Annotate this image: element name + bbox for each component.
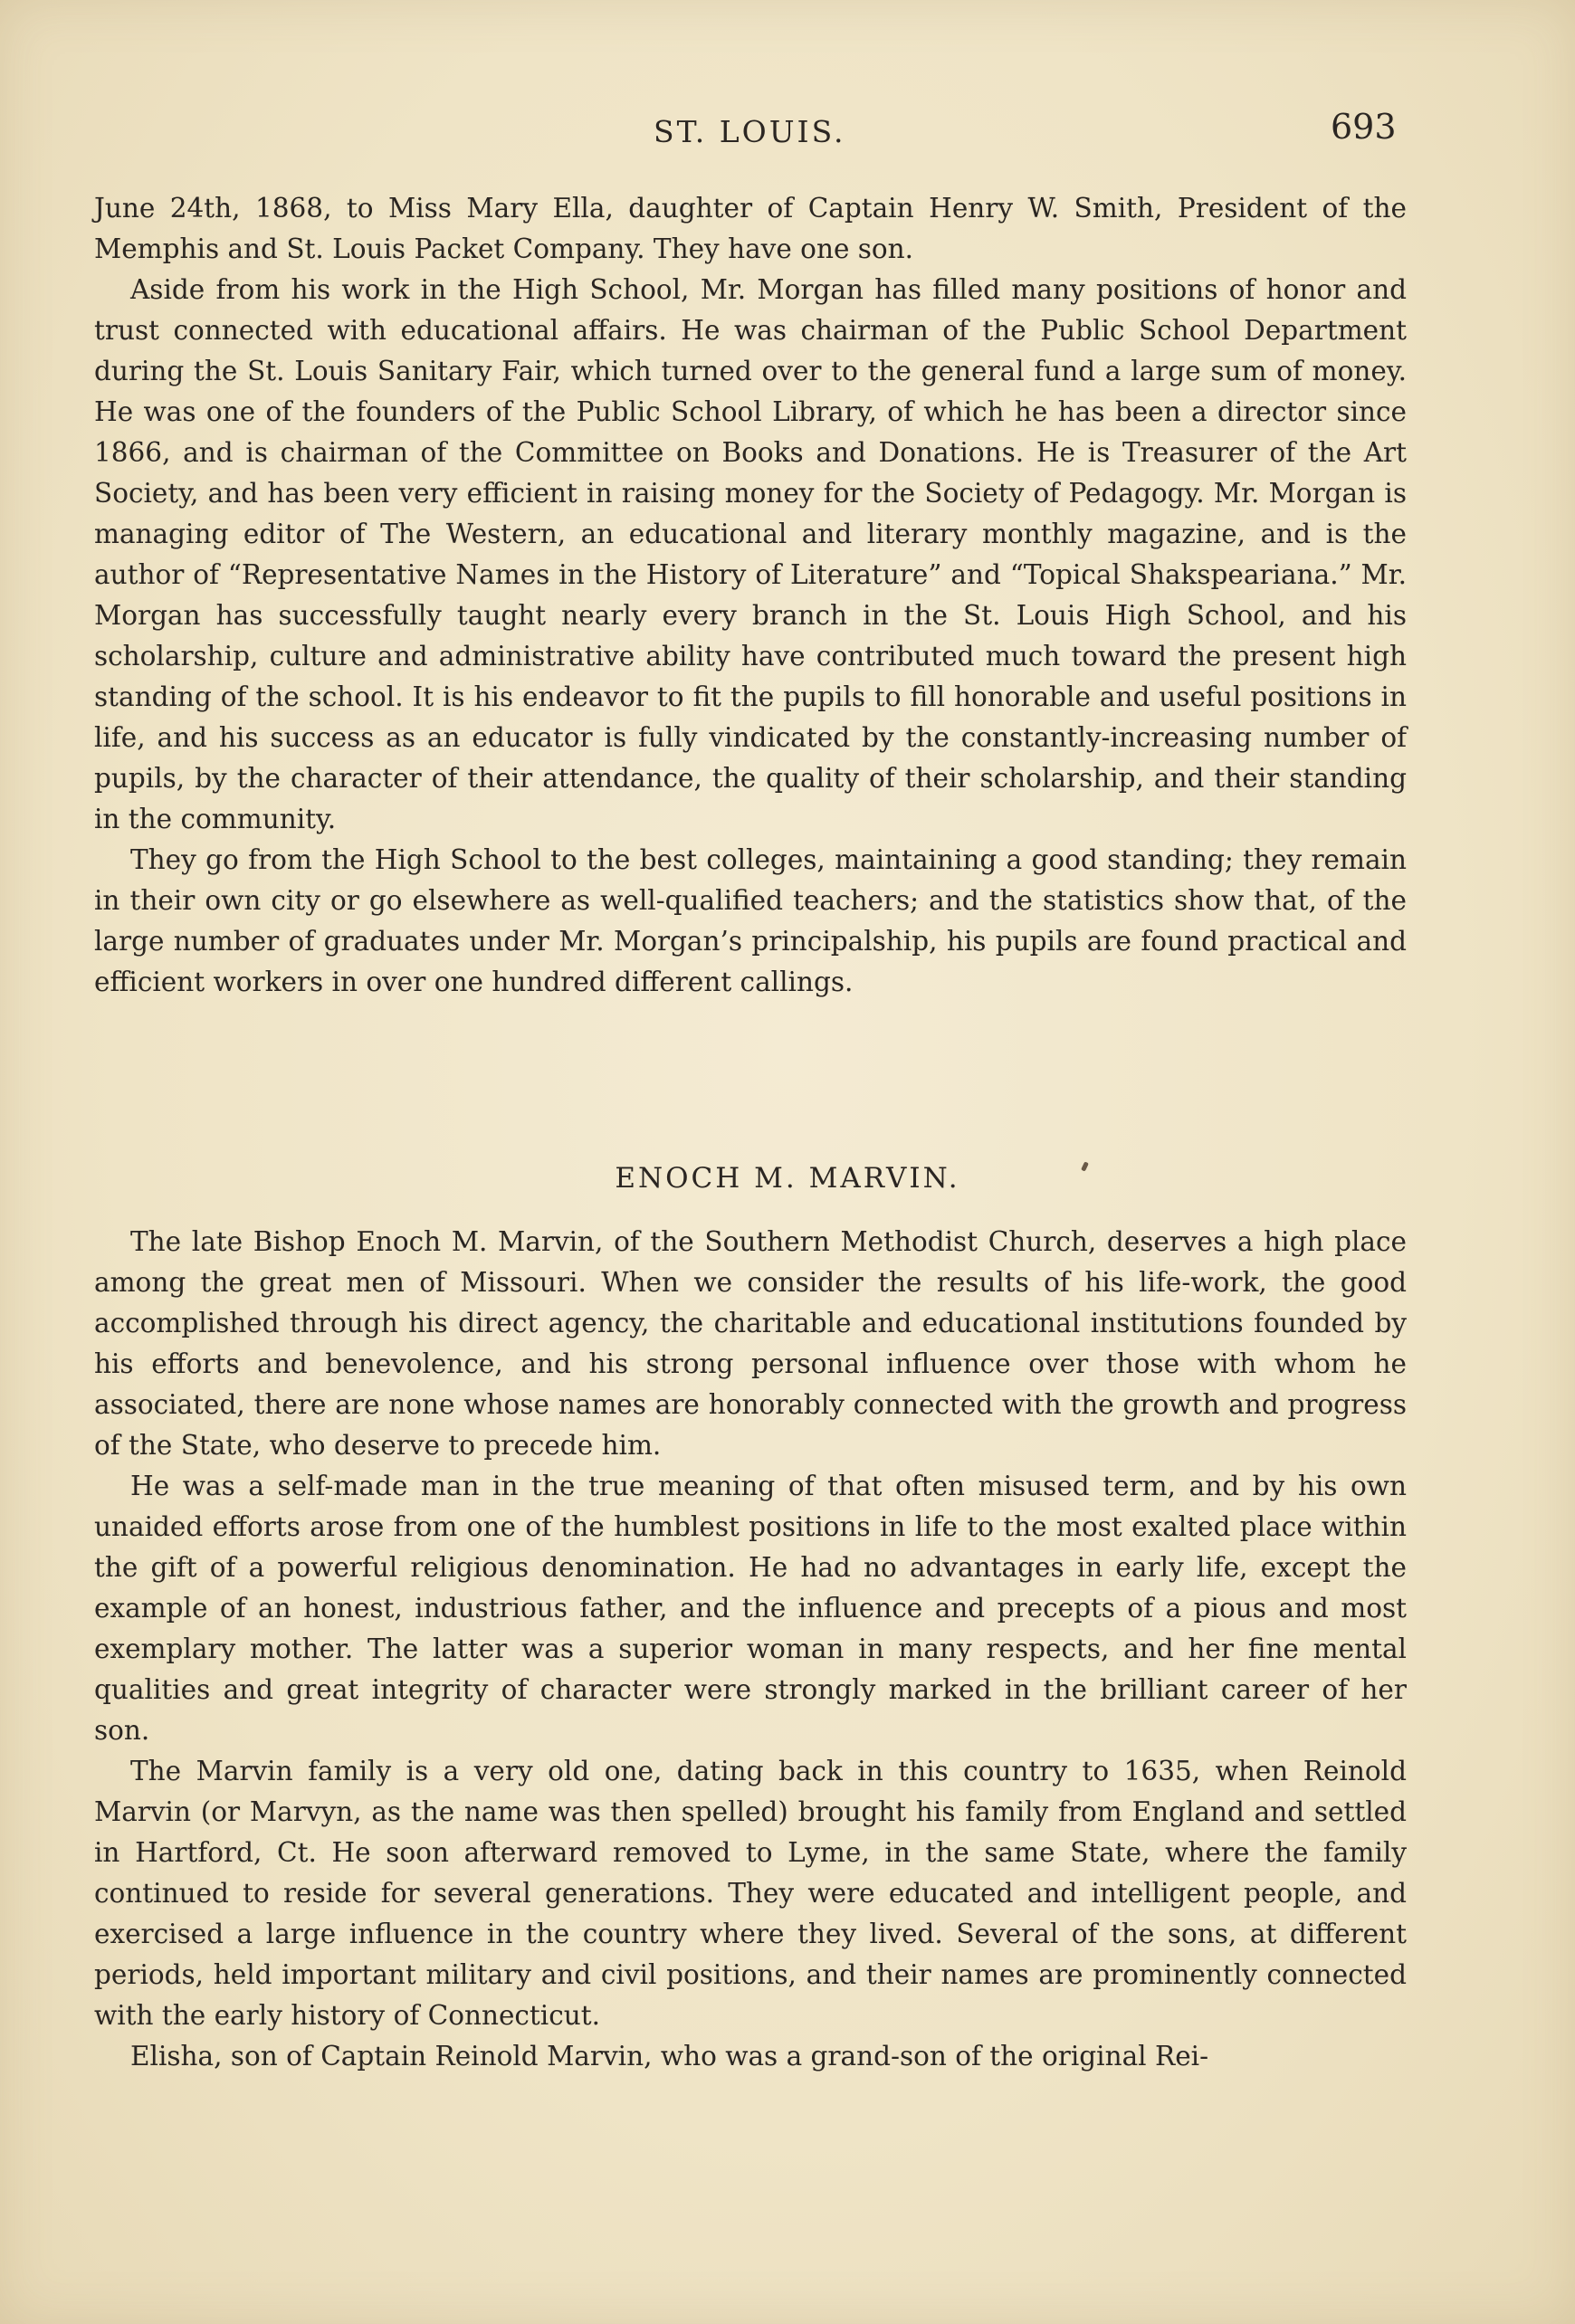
section-heading: ENOCH M. MARVIN. xyxy=(615,1162,960,1195)
paragraph: The Marvin family is a very old one, dating back in this country to 1635, when Reinold Marvin (or Marvyn, as the name was then spelled) brought his family from England and settled in Hartford, Ct. He soon afterward removed to Lyme, in the same State, where the family continued to reside for several generations. They were educated and intelligent people, and exercised a large influence in the country where they lived. Several of the sons, at different periods, held important military and civil positions, and their names are prominently connected with the early history of Connecticut. xyxy=(94,1756,1407,2031)
marvin-biography xyxy=(94,1222,1407,2077)
paragraph: June 24th, 1868, to Miss Mary Ella, daughter of Captain Henry W. Smith, President of the Memphis and St. Louis Packet Company. They have one son. xyxy=(94,193,1407,264)
paragraph: They go from the High School to the best colleges, maintaining a good standing; they remain in their own city or go elsewhere as well-qualified teachers; and the statistics show that, of the large number of graduates under Mr. Morgan’s principalship, his pupils are found practical and efficient workers in over one hundred different callings. xyxy=(94,844,1407,997)
running-title: ST. LOUIS. xyxy=(654,114,846,149)
paragraph: He was a self-made man in the true meaning of that often misused term, and by his own unaided efforts arose from one of the humblest positions in life to the most exalted place within the gift of a powerful religious denomination. He had no advantages in early life, except the example of an honest, industrious father, and the influence and precepts of a pious and most exemplary mother. The latter was a superior woman in many respects, and her fine mental qualities and great integrity of character were strongly marked in the brilliant career of her son. xyxy=(94,1471,1407,1746)
paragraph: The late Bishop Enoch M. Marvin, of the Southern Methodist Church, deserves a high place among the great men of Missouri. When we consider the results of his life-work, the good accomplished through his direct agency, the charitable and educational institutions founded by his efforts and benevolence, and his strong personal influence over those with whom he associated, there are none whose names are honorably connected with the growth and progress of the State, who deserve to precede him. xyxy=(94,1226,1407,1461)
paragraph: Elisha, son of Captain Reinold Marvin, who was a grand-son of the original Rei- xyxy=(130,2041,1209,2072)
paragraph: Aside from his work in the High School, Mr. Morgan has filled many positions of honor and trust connected with educational affairs. He was chairman of the Public School Department during the St. Louis Sanitary Fair, which turned over to the general fund a large sum of money. He was one of the founders of the Public School Library, of which he has been a director since 1866, and is chairman of the Committee on Books and Donations. He is Treasurer of the Art Society, and has been very efficient in raising money for the Society of Pedagogy. Mr. Morgan is managing editor of The Western, an educational and literary monthly magazine, and is the author of “Representative Names in the History of Literature” and “Topical Shakspeariana.” Mr. Morgan has successfully taught nearly every branch in the St. Louis High School, and his scholarship, culture and administrative ability have contributed much toward the present high standing of the school. It is his endeavor to fit the pupils to fill honorable and useful positions in life, and his success as an educator is fully vindicated by the constantly-increasing number of pupils, by the character of their attendance, the quality of their scholarship, and their standing in the community. xyxy=(94,274,1407,834)
running-head xyxy=(0,107,1575,161)
morgan-biography-continuation xyxy=(94,188,1407,1003)
page-number: 693 xyxy=(1331,107,1397,147)
